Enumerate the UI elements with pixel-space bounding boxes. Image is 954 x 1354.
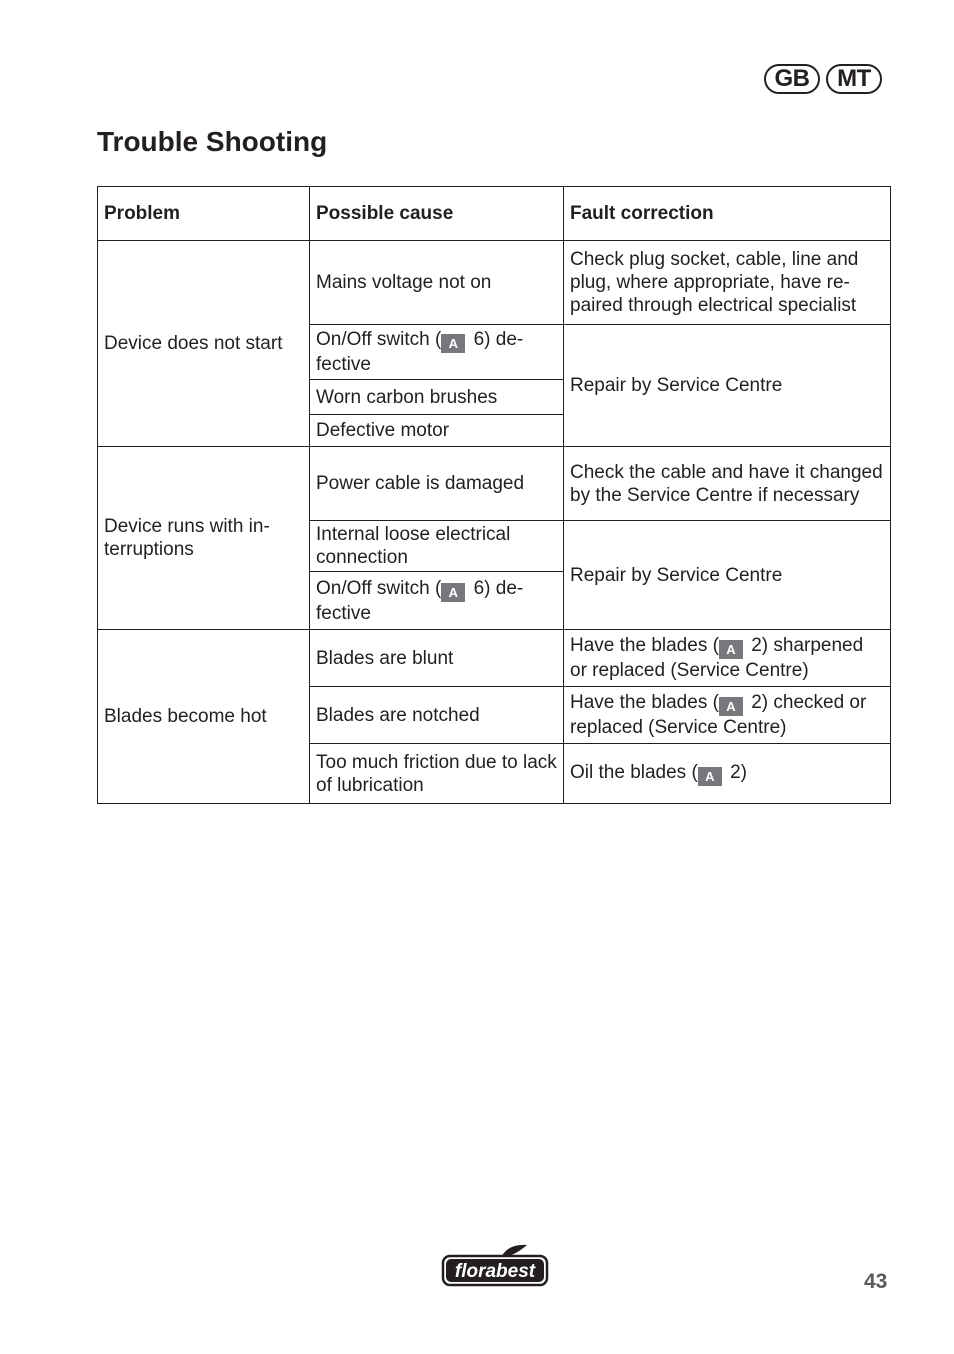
correction-cell: Repair by Service Centre: [564, 325, 891, 447]
correction-text-pre: Have the blades (: [570, 635, 719, 656]
cause-cell: [310, 572, 564, 630]
problem-cell: Blades become hot: [98, 630, 310, 804]
correction-text-post: 2) sharpened or replaced (Service Centre): [570, 635, 864, 681]
correction-cell: [564, 744, 891, 804]
cause-text-post: 6) de-fective: [316, 329, 524, 375]
figure-a-icon: A: [719, 697, 743, 716]
cause-cell: Blades are notched: [310, 687, 564, 744]
correction-text-pre: Have the blades (: [570, 692, 719, 713]
column-header-cause: Possible cause: [310, 187, 564, 241]
problem-cell: Device does not start: [98, 241, 310, 447]
table-row: [98, 447, 891, 521]
column-header-problem: Problem: [98, 187, 310, 241]
cause-cell: Internal loose electrical connection: [310, 521, 564, 572]
cause-cell: Power cable is damaged: [310, 447, 564, 521]
cause-cell: Worn carbon brushes: [310, 380, 564, 415]
language-badges: [764, 64, 882, 94]
correction-text-post: 2): [724, 762, 747, 783]
cause-text-pre: On/Off switch (: [316, 577, 442, 599]
cause-cell: Blades are blunt: [310, 630, 564, 687]
correction-cell: Check plug socket, cable, line and plug, where appropriate, have re-paired through electrical specialist: [564, 241, 891, 325]
cause-cell: [310, 325, 564, 380]
table-row: [98, 630, 891, 687]
page-title: Trouble Shooting: [97, 126, 328, 157]
table-row: [98, 241, 891, 325]
correction-text-post: 2) checked or replaced (Service Centre): [570, 692, 867, 738]
cause-cell: Mains voltage not on: [310, 241, 564, 325]
correction-cell: Repair by Service Centre: [564, 521, 891, 630]
cause-text-pre: On/Off switch (: [316, 329, 442, 350]
cause-text-post: 6) de-fective: [316, 577, 524, 624]
page-number: 43: [864, 1270, 888, 1293]
correction-text-pre: Oil the blades (: [570, 762, 698, 783]
correction-cell: Check the cable and have it changed by the Service Centre if necessary: [564, 447, 891, 521]
correction-cell: [564, 630, 891, 687]
figure-a-icon: A: [719, 640, 743, 659]
cause-cell: Defective motor: [310, 415, 564, 447]
lang-badge-gb: GB: [764, 64, 820, 94]
column-header-correction: Fault correction: [564, 187, 891, 241]
problem-cell: Device runs with in-terruptions: [98, 447, 310, 630]
troubleshooting-table: [97, 186, 891, 804]
figure-a-icon: A: [441, 334, 465, 353]
florabest-logo: [441, 1244, 549, 1288]
cause-cell: Too much friction due to lack of lubrication: [310, 744, 564, 804]
figure-a-icon: A: [698, 767, 722, 786]
lang-badge-mt: MT: [826, 64, 882, 94]
table-header-row: [98, 187, 891, 241]
figure-a-icon: A: [441, 583, 465, 602]
correction-cell: [564, 687, 891, 744]
brand-name: florabest: [454, 1261, 536, 1282]
